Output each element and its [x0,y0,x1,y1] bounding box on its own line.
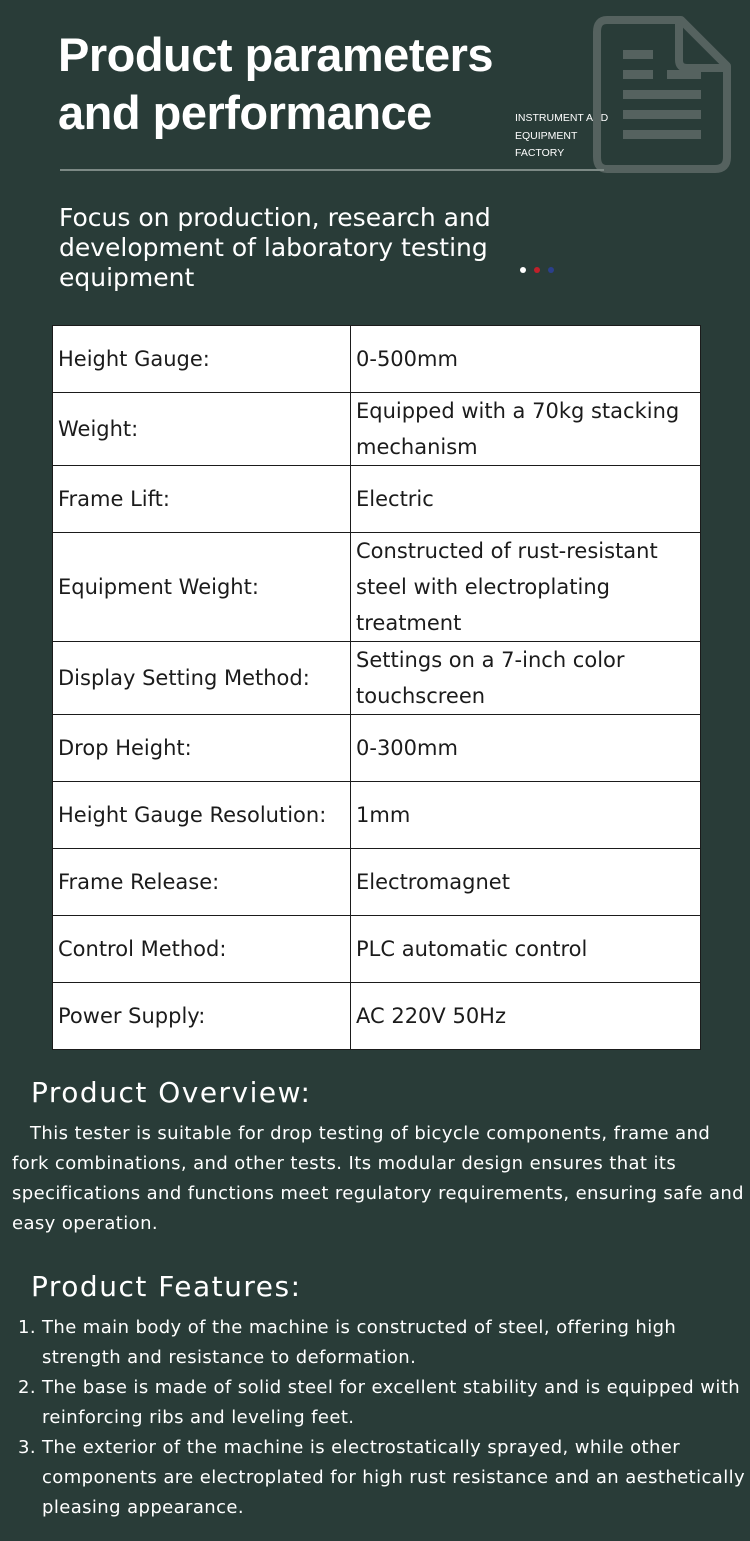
spec-label: Frame Release: [53,849,351,916]
table-row [53,715,701,782]
spec-value: 1mm [351,782,701,849]
spec-value: Constructed of rust-resistant steel with electroplating treatment [351,533,701,642]
spec-label: Equipment Weight: [53,533,351,642]
features-title: Product Features: [31,1270,302,1303]
subtitle: Focus on production, research and development of laboratory testing equipment [59,203,491,292]
table-row [53,642,701,715]
document-icon [593,16,731,173]
overview-body: This tester is suitable for drop testing of bicycle components, frame and fork combinations, and other tests. Its modular design ensures that its specifications and functions meet regulatory requirements, ensuring safe and easy operation. [12,1123,745,1234]
table-row [53,533,701,642]
spec-label: Power Supply: [53,983,351,1050]
list-item [18,1433,746,1523]
spec-label: Height Gauge: [53,326,351,393]
spec-label: Height Gauge Resolution: [53,782,351,849]
list-item-number: 1. [18,1317,36,1338]
header-divider [60,169,604,171]
spec-label: Control Method: [53,916,351,983]
list-item-number: 2. [18,1377,36,1398]
spec-value: PLC automatic control [351,916,701,983]
page-title [58,26,493,142]
list-item [18,1313,746,1373]
table-row [53,916,701,983]
page-title-line-2: and performance [58,86,432,139]
list-item-text: The base is made of solid steel for excellent stability and is equipped with reinforcing ribs and leveling feet. [42,1377,741,1428]
spec-label: Display Setting Method: [53,642,351,715]
list-item-text: The main body of the machine is constructed of steel, offering high strength and resistance to deformation. [42,1317,677,1368]
spec-label: Drop Height: [53,715,351,782]
spec-value: Electromagnet [351,849,701,916]
table-row [53,983,701,1050]
table-row [53,849,701,916]
list-item [18,1373,746,1433]
spec-table [52,325,701,1050]
factory-label-line-3: FACTORY [515,147,565,159]
dot-blue [548,267,554,273]
spec-label: Frame Lift: [53,466,351,533]
spec-value: 0-500mm [351,326,701,393]
table-row [53,782,701,849]
dot-red [534,267,540,273]
table-row [53,393,701,466]
factory-label-line-2: EQUIPMENT [515,129,578,142]
spec-label: Weight: [53,393,351,466]
list-item-number: 3. [18,1437,36,1458]
page-title-line-1: Product parameters [58,28,494,81]
overview-title: Product Overview: [31,1076,312,1109]
dot-white [520,267,526,273]
table-row [53,326,701,393]
spec-value: Settings on a 7-inch color touchscreen [351,642,701,715]
spec-value: 0-300mm [351,715,701,782]
spec-value: Equipped with a 70kg stacking mechanism [351,393,701,466]
list-item-text: The exterior of the machine is electrostatically sprayed, while other components are electroplated for high rust resistance and an aesthetically pleasing appearance. [42,1437,746,1518]
table-row [53,466,701,533]
features-list [18,1313,746,1523]
factory-label-line-1: INSTRUMENT AND [515,112,609,124]
carousel-dots [520,267,554,273]
spec-value: Electric [351,466,701,533]
spec-value: AC 220V 50Hz [351,983,701,1050]
